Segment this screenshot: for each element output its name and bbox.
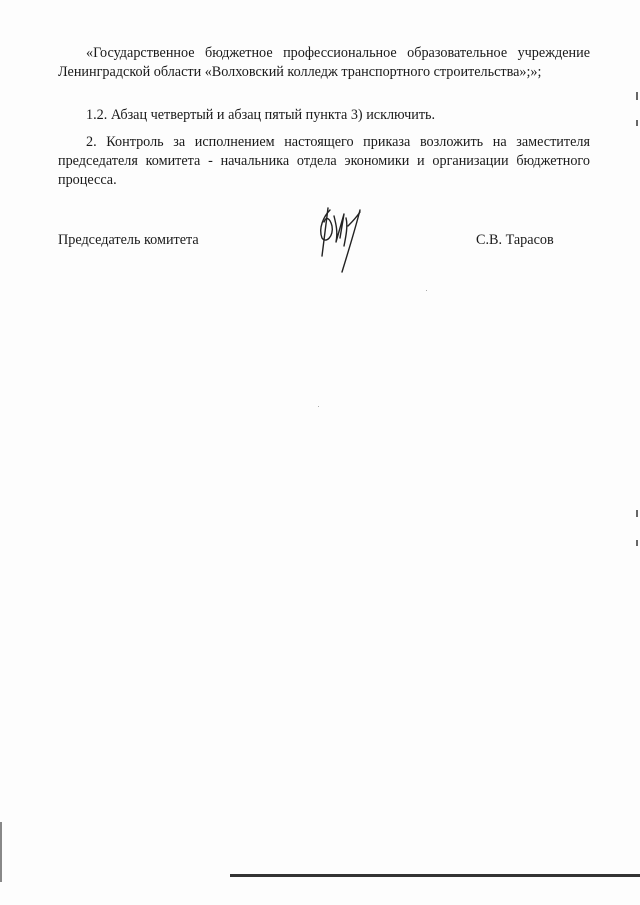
scan-speck: [426, 290, 427, 291]
handwritten-signature-icon: [300, 196, 380, 276]
paragraph-2: 2. Контроль за исполнением настоящего приказа возложить на заместителя председателя комитета - начальника отдела экономики и организации бюджетного процесса.: [58, 134, 590, 188]
scan-edge-mark: [636, 510, 638, 517]
scan-speck: [318, 406, 319, 407]
paragraph-quote: «Государственное бюджетное профессиональное образовательное учреждение Ленинградской области «Волховский колледж транспортного строительства»;»;: [58, 45, 590, 80]
scan-bottom-line: [230, 874, 640, 877]
paragraph-1-2: 1.2. Абзац четвертый и абзац пятый пункта 3) исключить.: [86, 107, 436, 123]
signatory-title: Председатель комитета: [58, 232, 199, 248]
scan-edge-mark: [636, 92, 638, 100]
scan-edge-mark: [636, 540, 638, 546]
scan-edge-mark: [636, 120, 638, 126]
signatory-name: С.В. Тарасов: [476, 232, 554, 248]
scan-edge-left: [0, 822, 2, 882]
